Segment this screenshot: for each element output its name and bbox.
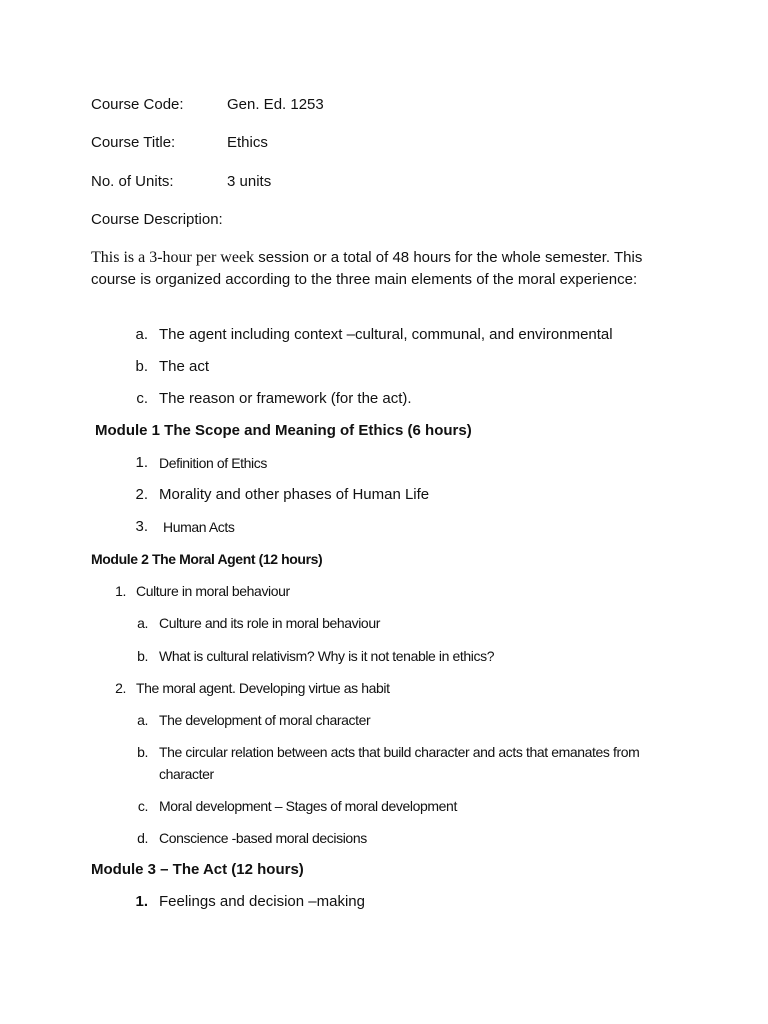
module-1-item: Morality and other phases of Human Life xyxy=(159,486,430,503)
module-1-item: Definition of Ethics xyxy=(159,455,267,471)
element-marker: c. xyxy=(136,390,148,407)
course-code-value: Gen. Ed. 1253 xyxy=(227,96,324,113)
units-label: No. of Units: xyxy=(91,173,174,190)
course-title-value: Ethics xyxy=(227,134,268,151)
course-code-label: Course Code: xyxy=(91,96,184,113)
module-3-item: Feelings and decision –making xyxy=(159,893,365,910)
module-2-marker: 1. xyxy=(115,583,126,599)
element-marker: b. xyxy=(135,358,148,375)
module-2-sub-item: What is cultural relativism? Why is it not tenable in ethics? xyxy=(159,648,495,664)
course-title-label: Course Title: xyxy=(91,134,176,151)
units-value: 3 units xyxy=(227,173,272,190)
description-lead: This is a 3-hour per week xyxy=(91,249,255,266)
module-2-sub-marker: c. xyxy=(137,798,148,814)
module-2-marker: 2. xyxy=(115,680,126,696)
module-1-marker: 3. xyxy=(135,518,148,535)
course-description-text xyxy=(91,247,691,291)
module-2-item: Culture in moral behaviour xyxy=(136,583,290,599)
element-item: The agent including context –cultural, communal, and environmental xyxy=(159,326,613,343)
module-2-sub-item: Moral development – Stages of moral development xyxy=(159,798,457,814)
module-2-sub-marker: b. xyxy=(137,648,148,664)
module-2-sub-marker: a. xyxy=(137,712,148,728)
module-2-sub-marker: a. xyxy=(137,615,148,631)
module-2-sub-item: The development of moral character xyxy=(159,712,371,728)
module-2-sub-marker: b. xyxy=(137,744,148,760)
module-1-item: Human Acts xyxy=(163,519,235,535)
module-2-sub-marker: d. xyxy=(137,830,148,846)
module-1-marker: 1. xyxy=(135,454,148,471)
module-1-marker: 2. xyxy=(135,486,148,503)
module-3-title: Module 3 – The Act (12 hours) xyxy=(91,861,304,878)
module-2-sub-item: Culture and its role in moral behaviour xyxy=(159,615,380,631)
element-marker: a. xyxy=(135,326,148,343)
module-1-title: Module 1 The Scope and Meaning of Ethics (6 hours) xyxy=(95,422,472,439)
module-2-sub-item: The circular relation between acts that build character and acts that emanates from character xyxy=(159,744,640,782)
course-description-label: Course Description: xyxy=(91,211,223,228)
description-rest: session or a total of 48 hours for the whole semester. This course is organized according to the three main elements of the moral experience: xyxy=(91,249,643,288)
module-2-item: The moral agent. Developing virtue as habit xyxy=(136,680,390,696)
module-2-title: Module 2 The Moral Agent (12 hours) xyxy=(91,551,323,567)
module-2-sub-item: Conscience -based moral decisions xyxy=(159,830,367,846)
module-3-marker: 1. xyxy=(135,893,148,910)
element-item: The reason or framework (for the act). xyxy=(159,390,412,407)
element-item: The act xyxy=(159,358,210,375)
